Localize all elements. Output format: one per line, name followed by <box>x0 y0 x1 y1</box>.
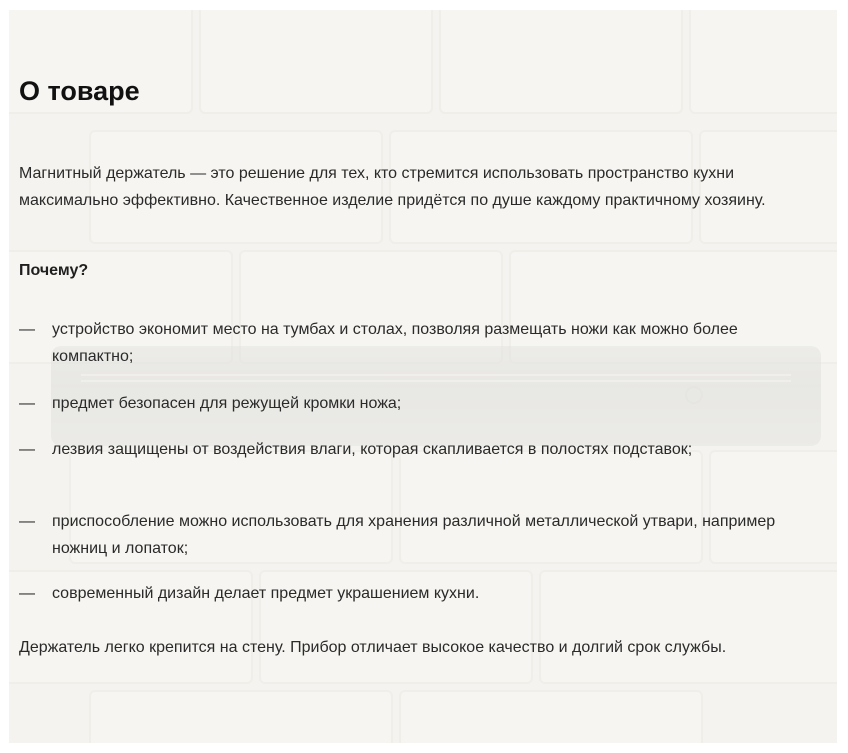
list-item-text: приспособление можно использовать для хранения различной металлической утвари, например ножниц и лопаток; <box>52 513 776 557</box>
list-item-text: современный дизайн делает предмет украшением кухни. <box>52 585 480 602</box>
list-item <box>19 580 809 607</box>
outro-paragraph: Держатель легко крепится на стену. Прибор отличает высокое качество и долгий срок службы. <box>19 639 727 656</box>
list-item-text: лезвия защищены от воздействия влаги, которая скапливается в полостях подставок; <box>52 441 693 458</box>
bullet-dash: — <box>19 585 35 602</box>
bullet-dash: — <box>19 321 35 338</box>
bullet-dash: — <box>19 395 35 412</box>
list-item-text: устройство экономит место на тумбах и столах, позволяя размещать ножи как можно более компактно; <box>52 321 738 365</box>
list-item <box>19 436 809 463</box>
bullet-dash: — <box>19 441 35 458</box>
list-item-text: предмет безопасен для режущей кромки ножа; <box>52 395 402 412</box>
section-title: О товаре <box>19 76 140 106</box>
list-item <box>19 316 809 370</box>
bullet-dash: — <box>19 513 35 530</box>
why-heading: Почему? <box>19 262 89 279</box>
intro-paragraph: Магнитный держатель — это решение для тех, кто стремится использовать пространство кухни максимально эффективно. Качественное изделие придётся по душе каждому практичному хозяину. <box>19 165 766 209</box>
product-description-card <box>9 10 837 743</box>
list-item <box>19 508 809 562</box>
list-item <box>19 390 809 417</box>
